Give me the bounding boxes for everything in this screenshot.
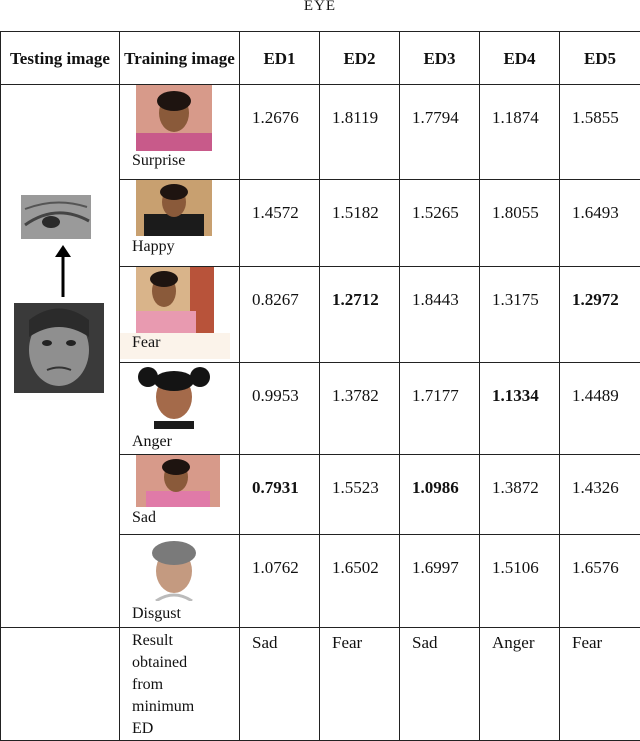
table-row xyxy=(1,85,640,180)
result-cell: Sad xyxy=(400,628,480,741)
ed-cell: 1.8119 xyxy=(320,85,400,180)
eye-crop-image xyxy=(21,195,91,239)
training-label: Fear xyxy=(132,334,160,352)
header-testing-image: Testing image xyxy=(1,32,120,85)
header-ed5: ED5 xyxy=(560,32,640,85)
training-face-image xyxy=(136,85,212,151)
ed-cell: 1.8055 xyxy=(480,180,560,267)
ed-cell: 1.1874 xyxy=(480,85,560,180)
training-label: Surprise xyxy=(132,152,185,170)
header-ed3: ED3 xyxy=(400,32,480,85)
header-ed1: ED1 xyxy=(240,32,320,85)
training-label: Disgust xyxy=(132,605,181,623)
result-cell: Sad xyxy=(240,628,320,741)
result-cell: Fear xyxy=(320,628,400,741)
ed-cell: 1.6576 xyxy=(560,535,640,628)
ed-cell: 1.5106 xyxy=(480,535,560,628)
ed-cell: 1.1334 xyxy=(480,363,560,455)
ed-cell: 1.3872 xyxy=(480,455,560,535)
ed-cell: 1.7794 xyxy=(400,85,480,180)
result-cell: Fear xyxy=(560,628,640,741)
ed-cell: 1.0762 xyxy=(240,535,320,628)
ed-cell: 1.6493 xyxy=(560,180,640,267)
training-image-cell xyxy=(120,267,240,363)
training-image-cell xyxy=(120,455,240,535)
ed-cell: 1.4489 xyxy=(560,363,640,455)
ed-cell: 1.3175 xyxy=(480,267,560,363)
ed-cell: 1.0986 xyxy=(400,455,480,535)
table-caption: EYE xyxy=(0,0,640,22)
training-image-cell xyxy=(120,180,240,267)
training-face-image xyxy=(136,535,212,601)
ed-cell: 1.2972 xyxy=(560,267,640,363)
ed-cell: 1.5523 xyxy=(320,455,400,535)
result-cell: Anger xyxy=(480,628,560,741)
ed-cell: 0.7931 xyxy=(240,455,320,535)
ed-cell: 1.4572 xyxy=(240,180,320,267)
ed-cell: 1.2676 xyxy=(240,85,320,180)
ed-cell: 0.8267 xyxy=(240,267,320,363)
ed-cell: 1.5265 xyxy=(400,180,480,267)
ed-cell: 1.5855 xyxy=(560,85,640,180)
training-image-cell xyxy=(120,535,240,628)
result-label: Result obtained from minimum ED xyxy=(120,628,240,741)
header-ed2: ED2 xyxy=(320,32,400,85)
ed-cell: 0.9953 xyxy=(240,363,320,455)
testing-face-image xyxy=(14,303,104,393)
result-row xyxy=(1,628,640,741)
ed-cell: 1.4326 xyxy=(560,455,640,535)
ed-cell: 1.2712 xyxy=(320,267,400,363)
training-label: Sad xyxy=(132,509,156,527)
header-ed4: ED4 xyxy=(480,32,560,85)
ed-cell: 1.6502 xyxy=(320,535,400,628)
ed-cell: 1.6997 xyxy=(400,535,480,628)
up-arrow-icon xyxy=(55,245,71,297)
header-training-image: Training image xyxy=(120,32,240,85)
training-label: Happy xyxy=(132,238,175,256)
empty-testing-cell xyxy=(1,628,120,741)
ed-cell: 1.8443 xyxy=(400,267,480,363)
training-face-image xyxy=(136,363,212,429)
ed-cell: 1.5182 xyxy=(320,180,400,267)
emotion-distance-table xyxy=(0,31,640,741)
training-image-cell xyxy=(120,85,240,180)
training-image-cell xyxy=(120,363,240,455)
training-face-image xyxy=(136,180,212,246)
header-row xyxy=(1,32,640,85)
ed-cell: 1.3782 xyxy=(320,363,400,455)
testing-images xyxy=(1,85,119,625)
testing-image-cell xyxy=(1,85,120,628)
ed-cell: 1.7177 xyxy=(400,363,480,455)
training-label: Anger xyxy=(132,433,172,451)
